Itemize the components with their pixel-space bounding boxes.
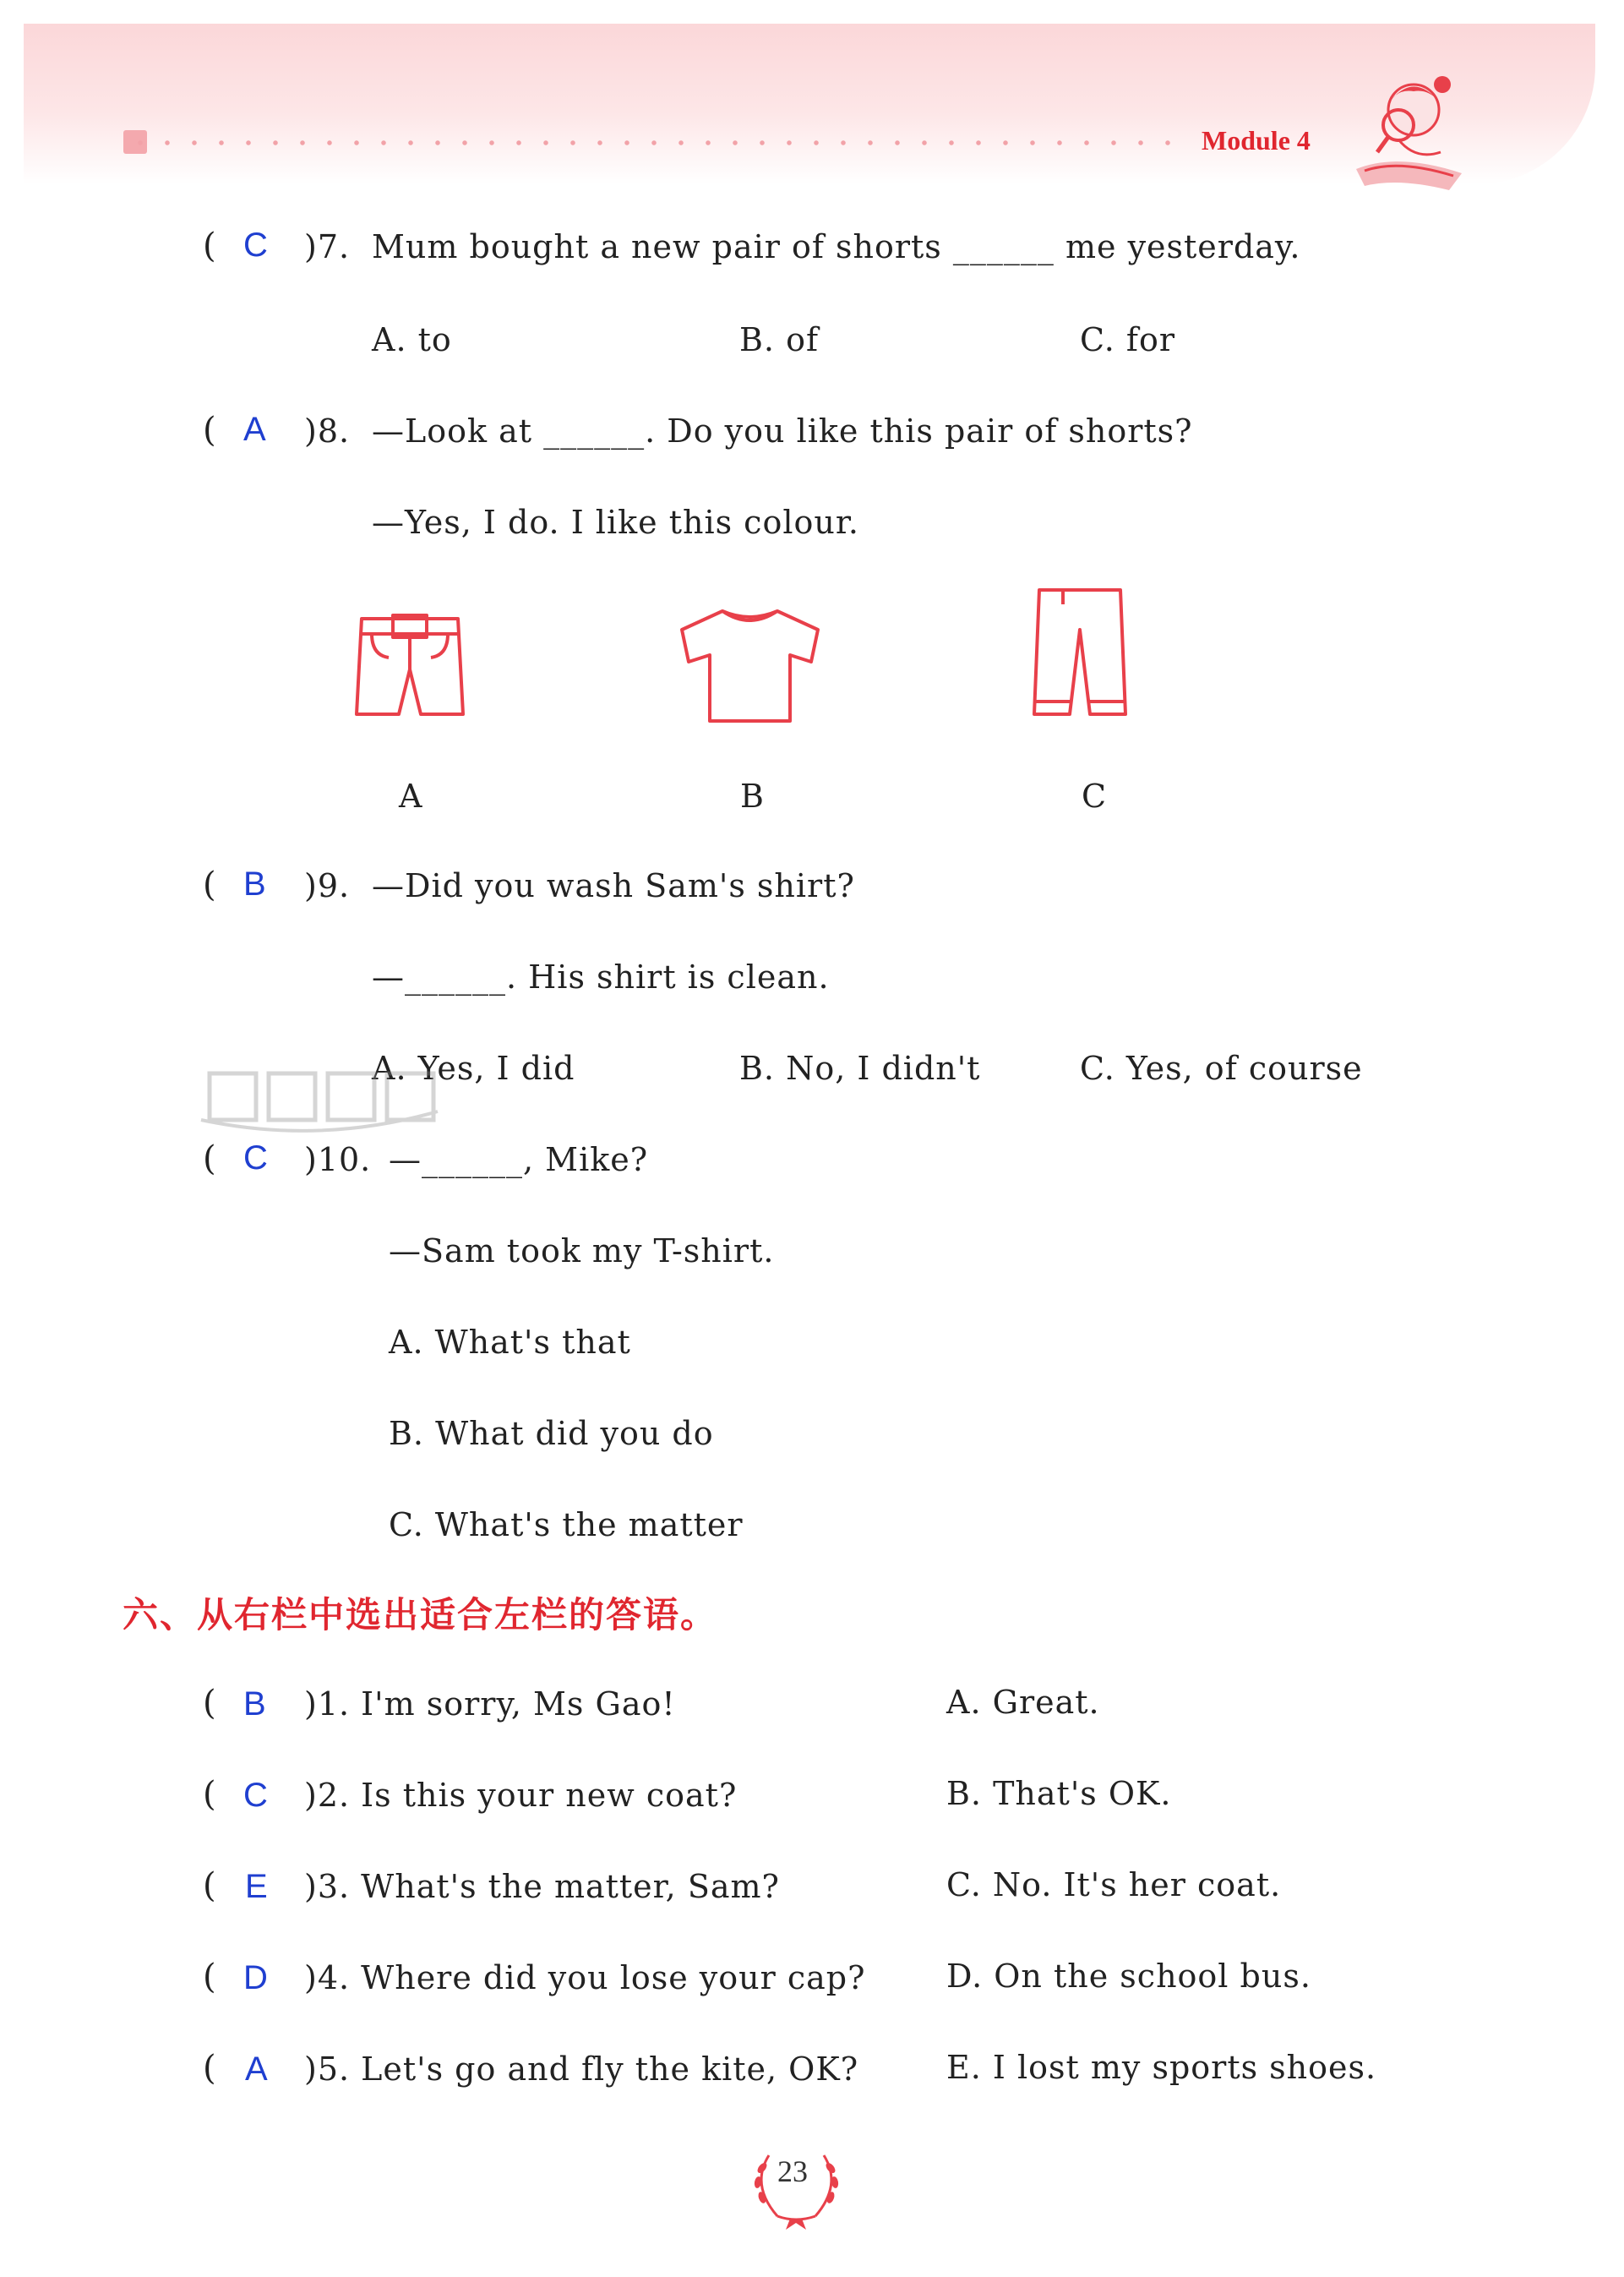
shorts-icon <box>346 609 473 727</box>
s6-item1-answer: B <box>243 1685 266 1723</box>
s6-item3-paren: ( <box>203 1866 216 1905</box>
q8-stem: —Look at ______. Do you like this pair of shorts? <box>372 412 1193 450</box>
s6-item1-response: A. Great. <box>946 1684 1100 1721</box>
s6-item4-paren: ( <box>203 1958 216 1996</box>
s6-item4-response: D. On the school bus. <box>946 1958 1311 1995</box>
q7-option-b: B. of <box>739 321 820 358</box>
section-6-heading: 六、从右栏中选出适合左栏的答语。 <box>123 1594 718 1635</box>
q7-paren: ( <box>203 227 216 265</box>
q10-line2: —Sam took my T-shirt. <box>389 1232 775 1270</box>
q9-answer: B <box>243 865 266 903</box>
q8-picture-c-label: C <box>1082 778 1108 815</box>
q8-picture-b-label: B <box>740 778 765 815</box>
q8-number: )8. <box>304 412 351 450</box>
q10-option-b: B. What did you do <box>389 1415 714 1452</box>
s6-item2-answer: C <box>243 1777 268 1814</box>
q7-number: )7. <box>304 228 351 265</box>
q9-stem: —Did you wash Sam's shirt? <box>372 867 855 904</box>
s6-item3-question: )3. What's the matter, Sam? <box>304 1868 780 1905</box>
q8-answer: A <box>243 411 266 448</box>
q9-paren: ( <box>203 865 216 904</box>
q9-number: )9. <box>304 867 351 904</box>
s6-item4-question: )4. Where did you lose your cap? <box>304 1959 866 1996</box>
s6-item3-answer: E <box>245 1868 268 1905</box>
q10-number: )10. <box>304 1141 372 1178</box>
module-label: Module 4 <box>1202 125 1311 156</box>
q7-option-c: C. for <box>1080 321 1175 358</box>
q10-paren: ( <box>203 1139 216 1178</box>
q9-line2: —______. His shirt is clean. <box>372 958 830 996</box>
t-shirt-icon <box>676 604 824 727</box>
q9-option-c: C. Yes, of course <box>1080 1050 1363 1087</box>
girl-with-magnifier-icon <box>1348 59 1470 194</box>
s6-item5-answer: A <box>245 2050 268 2088</box>
s6-item4-answer: D <box>243 1959 268 1996</box>
s6-item2-paren: ( <box>203 1775 216 1814</box>
q8-paren: ( <box>203 411 216 450</box>
header-dotted-line <box>127 140 1174 145</box>
q10-answer: C <box>243 1139 268 1177</box>
q10-option-c: C. What's the matter <box>389 1506 744 1543</box>
page-number: 23 <box>777 2154 808 2188</box>
s6-item5-paren: ( <box>203 2049 216 2088</box>
s6-item2-response: B. That's OK. <box>946 1775 1172 1812</box>
s6-item3-response: C. No. It's her coat. <box>946 1866 1282 1903</box>
q9-option-a: A. Yes, I did <box>372 1050 575 1087</box>
q8-picture-a-label: A <box>399 778 423 815</box>
q10-option-a: A. What's that <box>389 1324 631 1361</box>
watermark-logo-icon <box>193 1061 446 1145</box>
q7-stem: Mum bought a new pair of shorts ______ me yesterday. <box>372 228 1301 265</box>
q10-stem: —______, Mike? <box>389 1141 649 1178</box>
q7-option-a: A. to <box>372 321 452 358</box>
s6-item1-question: )1. I'm sorry, Ms Gao! <box>304 1685 676 1723</box>
s6-item5-question: )5. Let's go and fly the kite, OK? <box>304 2050 859 2088</box>
q9-option-b: B. No, I didn't <box>739 1050 981 1087</box>
s6-item1-paren: ( <box>203 1684 216 1723</box>
s6-item5-response: E. I lost my sports shoes. <box>946 2049 1377 2086</box>
s6-item2-question: )2. Is this your new coat? <box>304 1777 738 1814</box>
trousers-icon <box>1029 583 1131 727</box>
q8-line2: —Yes, I do. I like this colour. <box>372 504 859 541</box>
q7-answer: C <box>243 227 268 264</box>
